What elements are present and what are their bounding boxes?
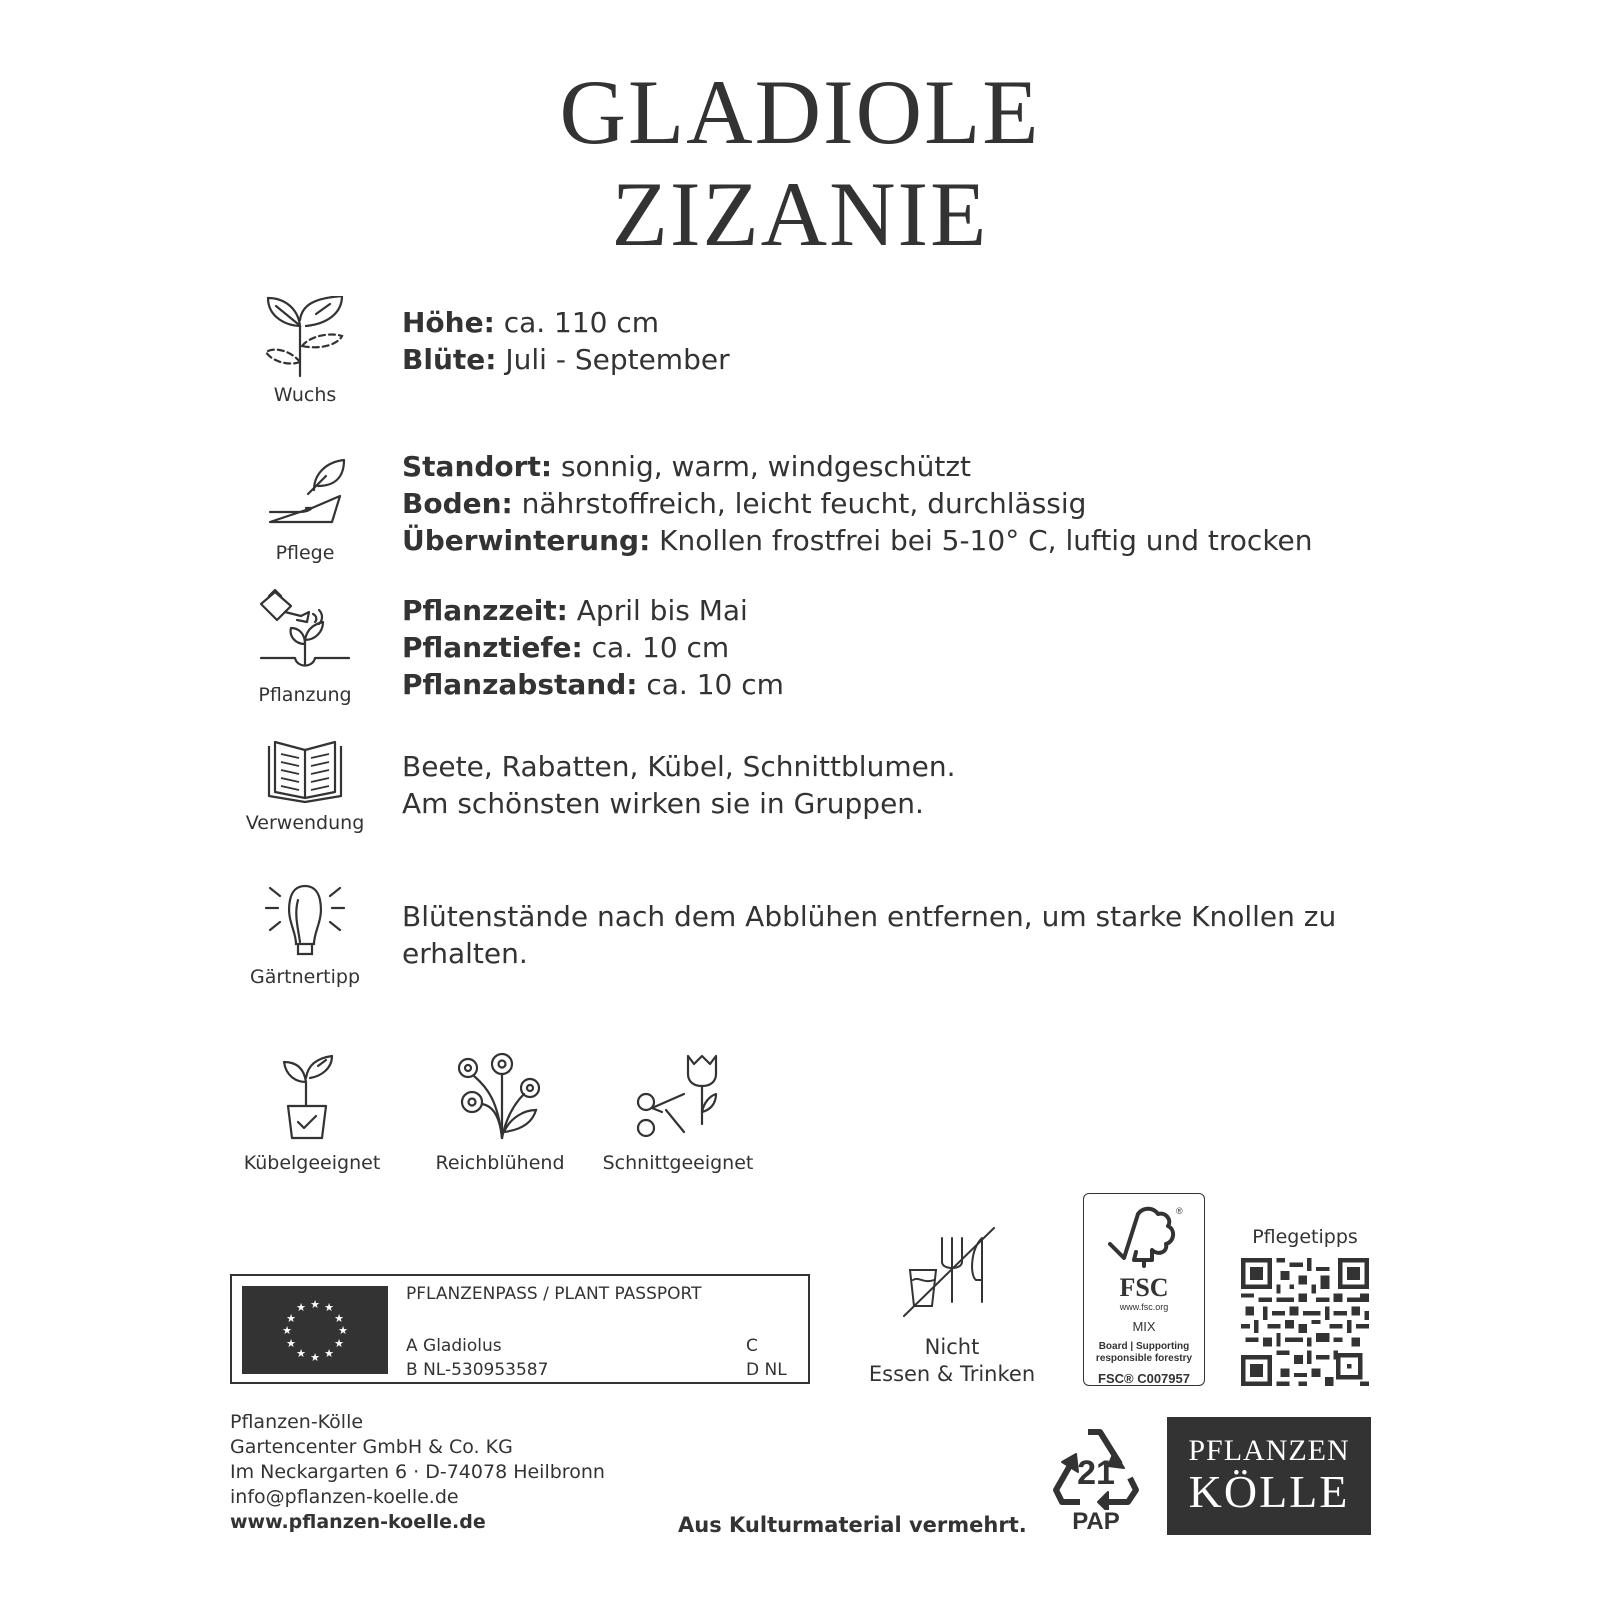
section-pflanzung-text — [402, 592, 784, 703]
scissors-tulip-icon — [636, 1054, 720, 1140]
flower-bouquet-icon — [458, 1052, 542, 1140]
fsc-code: FSC® C007957 — [1098, 1371, 1190, 1386]
address-website-link[interactable]: www.pflanzen-koelle.de — [230, 1511, 486, 1533]
company-address — [230, 1410, 605, 1535]
section-gaertnertipp-label: Gärtnertipp — [249, 966, 361, 988]
recycling-code: PAP — [1072, 1508, 1120, 1535]
info-row-bluete: Blüte: Juli - September — [402, 343, 730, 376]
recycling-symbol — [1046, 1422, 1146, 1534]
info-row-boden: Boden: nährstoffreich, leicht feucht, durchlässig — [402, 487, 1087, 520]
svg-text:®: ® — [1176, 1206, 1183, 1216]
plant-passport-b: B NL-530953587 — [406, 1360, 549, 1380]
section-pflege-label: Pflege — [275, 542, 335, 564]
not-edible-notice — [862, 1226, 1042, 1388]
info-row-ueberwinterung: Überwinterung: Knollen frostfrei bei 5-10° C, luftig und trocken — [402, 524, 1313, 557]
info-row-pflanzabstand: Pflanzabstand: ca. 10 cm — [402, 668, 784, 701]
section-wuchs-text — [402, 304, 730, 378]
svg-text:★: ★ — [324, 1347, 334, 1360]
qr-label: Pflegetipps — [1252, 1226, 1358, 1248]
fsc-desc1: Board | Supporting — [1098, 1341, 1190, 1352]
address-email-link[interactable]: info@pflanzen-koelle.de — [230, 1486, 459, 1508]
info-row-hoehe: Höhe: ca. 110 cm — [402, 306, 660, 339]
info-row-pflanzzeit: Pflanzzeit: April bis Mai — [402, 594, 748, 627]
svg-text:★: ★ — [334, 1312, 344, 1325]
recycling-triangle-icon — [1048, 1422, 1144, 1510]
address-company-form: Gartencenter GmbH & Co. KG — [230, 1436, 513, 1458]
svg-text:21: 21 — [1077, 1454, 1115, 1492]
address-company: Pflanzen-Kölle — [230, 1411, 364, 1433]
svg-text:★: ★ — [296, 1301, 306, 1314]
fsc-tree-check-icon — [1104, 1204, 1184, 1270]
svg-text:★: ★ — [334, 1337, 344, 1350]
qr-section — [1240, 1226, 1370, 1390]
svg-text:★: ★ — [310, 1298, 320, 1311]
section-wuchs-icon-group — [230, 296, 380, 406]
eu-flag-icon — [242, 1286, 388, 1374]
info-row-standort: Standort: sonnig, warm, windgeschützt — [402, 450, 972, 483]
address-street: Im Neckargarten 6 · D-74078 Heilbronn — [230, 1461, 605, 1483]
svg-text:★: ★ — [286, 1312, 296, 1325]
plant-passport-c: C — [746, 1336, 758, 1356]
section-verwendung-label: Verwendung — [245, 812, 365, 834]
plant-growth-icon — [260, 296, 350, 378]
section-gaertnertipp-icon-group — [230, 884, 380, 988]
open-book-icon — [265, 740, 345, 806]
plant-passport-a: A Gladiolus — [406, 1336, 502, 1356]
plant-passport-d: D NL — [746, 1360, 787, 1380]
info-row-pflanztiefe: Pflanztiefe: ca. 10 cm — [402, 631, 730, 664]
qr-code-icon[interactable] — [1241, 1258, 1369, 1386]
section-pflanzung-icon-group — [230, 588, 380, 706]
culture-note: Aus Kulturmaterial vermehrt. — [678, 1513, 1027, 1537]
pot-check-icon — [282, 1054, 342, 1140]
product-title-line2: ZIZANIE — [611, 163, 989, 265]
section-gaertnertipp-text: Blütenstände nach dem Abblühen entfernen, um starke Knollen zu erhalten. — [402, 900, 1337, 970]
svg-text:★: ★ — [310, 1351, 320, 1364]
section-pflege-text — [402, 448, 1313, 559]
svg-text:★: ★ — [286, 1337, 296, 1350]
not-edible-line2: Essen & Trinken — [868, 1362, 1036, 1386]
watering-can-icon — [257, 588, 353, 678]
svg-text:★: ★ — [324, 1301, 334, 1314]
logo-line2: KÖLLE — [1188, 1466, 1350, 1517]
section-pflege-icon-group — [230, 456, 380, 564]
svg-text:★: ★ — [282, 1324, 292, 1337]
section-pflanzung-label: Pflanzung — [258, 684, 352, 706]
fsc-badge — [1083, 1193, 1205, 1386]
fsc-brand: FSC — [1119, 1273, 1169, 1302]
pflanzen-koelle-logo — [1167, 1417, 1371, 1535]
not-edible-line1: Nicht — [924, 1335, 980, 1359]
feature-reichbluehend: Reichblühend — [420, 1052, 580, 1174]
plant-passport-heading: PFLANZENPASS / PLANT PASSPORT — [406, 1284, 702, 1304]
feature-schnittgeeignet: Schnittgeeignet — [598, 1054, 758, 1174]
plant-passport — [230, 1274, 810, 1384]
no-food-drink-icon — [902, 1226, 1002, 1322]
lightbulb-icon — [260, 884, 350, 960]
product-title-line1: GLADIOLE — [559, 61, 1041, 163]
svg-text:★: ★ — [338, 1324, 348, 1337]
fsc-desc2: responsible forestry — [1095, 1353, 1193, 1364]
section-verwendung-icon-group — [230, 740, 380, 834]
fsc-mix: MIX — [1132, 1319, 1156, 1334]
hand-leaf-icon — [260, 456, 350, 536]
section-wuchs-label: Wuchs — [273, 384, 337, 406]
fsc-url: www.fsc.org — [1119, 1302, 1169, 1312]
feature-kuebelgeeignet: Kübelgeeignet — [232, 1054, 392, 1174]
section-verwendung-text: Beete, Rabatten, Kübel, Schnittblumen. Am schönsten wirken sie in Gruppen. — [402, 750, 956, 820]
logo-line1: PFLANZEN — [1188, 1434, 1350, 1467]
svg-text:★: ★ — [296, 1347, 306, 1360]
